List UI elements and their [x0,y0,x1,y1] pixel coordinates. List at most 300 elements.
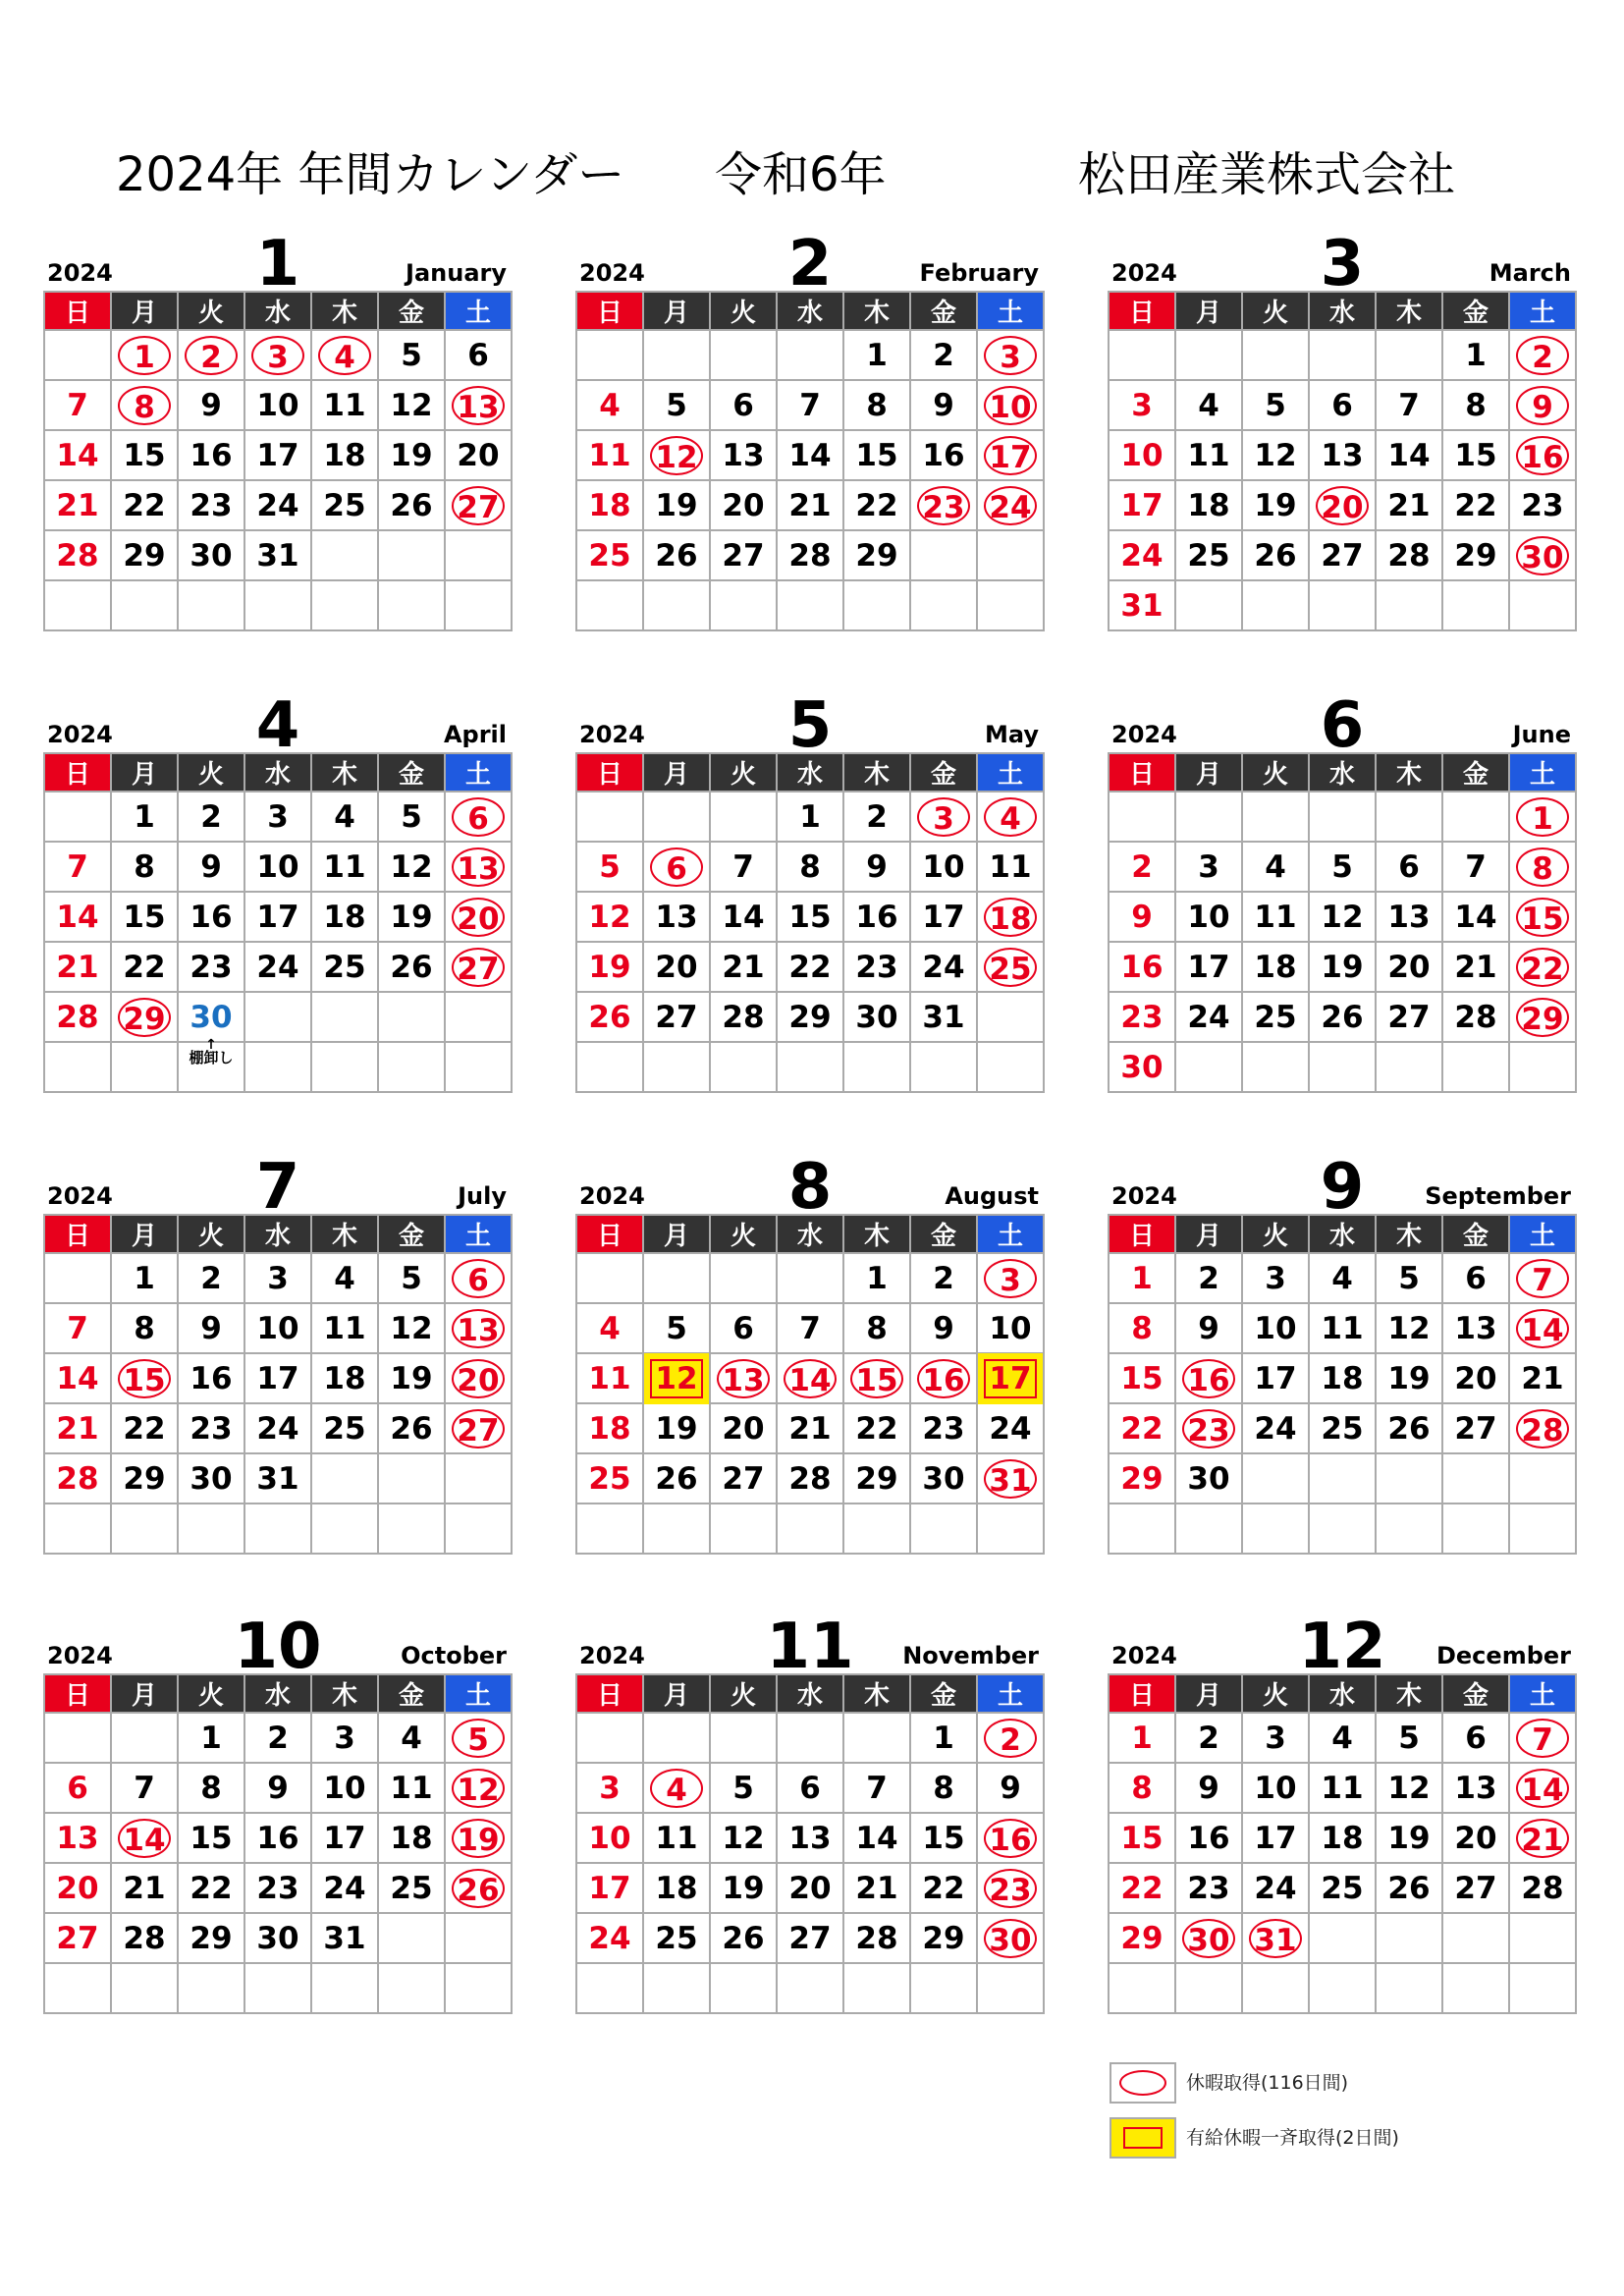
day-cell [843,1253,910,1303]
day-cell [1175,430,1242,480]
day-number: 6 [1465,1260,1487,1296]
month-year: 2024 [1111,1182,1177,1210]
month-5 [575,680,1045,1093]
weekday-header: 火 [178,1215,244,1253]
week-row [44,1453,512,1503]
day-number: 6 [1331,387,1353,423]
month-number: 3 [1320,228,1365,301]
day-cell [777,580,843,630]
day-number: 28 [1516,1409,1569,1449]
day-cell [777,1353,843,1403]
day-cell [111,330,178,380]
day-cell [643,380,710,430]
day-number: 21 [1521,1360,1564,1396]
day-cell [1442,1403,1509,1453]
weekday-header: 水 [1309,1674,1376,1713]
week-row [44,1042,512,1092]
weekday-header: 日 [44,292,111,330]
day-number: 9 [200,387,222,423]
day-number: 2 [984,1719,1037,1758]
day-cell [378,792,445,842]
month-4 [43,680,513,1093]
day-number: 9 [1198,1770,1219,1806]
weekday-header: 水 [1309,1215,1376,1253]
day-number: 12 [390,1310,433,1346]
day-number: 30 [1182,1919,1235,1958]
day-cell [977,380,1044,430]
day-number: 27 [1454,1410,1497,1447]
day-number: 6 [732,1310,754,1346]
day-number: 27 [655,999,698,1035]
day-number: 19 [1387,1360,1431,1396]
day-number: 1 [1131,1720,1153,1756]
weekday-header: 木 [843,292,910,330]
day-cell [977,1403,1044,1453]
day-number: 2 [866,798,888,835]
weekday-header: 水 [777,292,843,330]
month-number: 11 [766,1611,854,1683]
day-cell [710,1403,777,1453]
day-cell [1376,1453,1442,1503]
week-row [576,580,1044,630]
day-number: 24 [984,486,1037,525]
day-number: 1 [799,798,821,835]
day-cell [1242,892,1309,942]
day-cell [244,330,311,380]
day-cell [1309,1713,1376,1763]
week-row [1109,1453,1576,1503]
day-number: 9 [1198,1310,1219,1346]
day-cell [843,892,910,942]
day-number: 14 [56,1360,99,1396]
day-number: 15 [1516,898,1569,937]
day-number: 23 [1182,1409,1235,1449]
weekday-header: 水 [1309,292,1376,330]
day-number: 2 [185,336,238,375]
day-cell [1109,1863,1175,1913]
day-cell [178,1863,244,1913]
day-number: 29 [855,1460,898,1497]
week-row [576,1253,1044,1303]
day-number: 16 [1120,949,1164,985]
day-cell [311,1253,378,1303]
day-cell [1376,1763,1442,1813]
day-cell [378,892,445,942]
day-cell [1442,1303,1509,1353]
day-cell [1309,380,1376,430]
week-row [576,380,1044,430]
day-cell [1309,430,1376,480]
day-cell [1242,1963,1309,2013]
day-cell [378,1713,445,1763]
day-number: 2 [933,337,954,373]
month-header [575,1141,1045,1224]
day-cell [1509,480,1576,530]
day-cell [178,1253,244,1303]
day-cell [643,1303,710,1353]
day-cell [977,1303,1044,1353]
day-cell [643,1253,710,1303]
day-cell [44,1042,111,1092]
weekday-header: 月 [643,1215,710,1253]
day-cell [1376,942,1442,992]
day-cell [1242,1042,1309,1092]
day-number: 14 [855,1820,898,1856]
weekday-header: 土 [1509,753,1576,792]
day-cell [1442,580,1509,630]
day-number: 28 [56,537,99,574]
day-number: 17 [1254,1360,1297,1396]
month-year: 2024 [579,259,645,287]
day-cell [1242,1863,1309,1913]
day-cell [977,1813,1044,1863]
day-number: 28 [1521,1870,1564,1906]
day-number: 27 [1454,1870,1497,1906]
day-cell [311,1863,378,1913]
day-cell [643,842,710,892]
day-number: 25 [323,1410,366,1447]
day-cell [777,530,843,580]
day-cell [244,1963,311,2013]
month-grid [43,291,513,631]
day-number: 5 [666,1310,687,1346]
weekday-header: 金 [378,753,445,792]
month-grid [1108,1214,1577,1555]
day-number: 10 [256,387,299,423]
day-number: 17 [1187,949,1230,985]
day-cell [178,330,244,380]
day-cell [576,430,643,480]
day-cell [576,480,643,530]
month-header [575,680,1045,762]
day-number: 6 [799,1770,821,1806]
day-number: 11 [1321,1310,1364,1346]
weekday-header: 月 [1175,1674,1242,1713]
day-cell [1242,1303,1309,1353]
month-header [1108,218,1577,301]
company-name: 松田産業株式会社 [1078,147,1456,202]
day-number: 1 [118,336,171,375]
day-number: 13 [717,1359,770,1398]
day-number: 1 [134,798,155,835]
day-number: 24 [922,949,965,985]
day-cell [1109,1303,1175,1353]
day-cell [910,892,977,942]
day-number: 7 [1516,1259,1569,1298]
day-cell [111,1303,178,1353]
day-number: 12 [1387,1310,1431,1346]
day-number: 28 [123,1920,166,1956]
day-number: 16 [189,899,233,935]
day-cell [178,792,244,842]
day-number: 29 [118,998,171,1037]
day-number: 21 [722,949,765,985]
day-number: 24 [1254,1870,1297,1906]
day-number: 10 [984,386,1037,425]
day-number: 12 [390,387,433,423]
day-number: 19 [452,1819,505,1858]
day-cell [1175,992,1242,1042]
day-cell [1509,1353,1576,1403]
day-cell [910,330,977,380]
month-number: 12 [1298,1611,1386,1683]
day-cell [445,1763,512,1813]
day-cell [843,1913,910,1963]
week-row [576,530,1044,580]
day-number: 12 [1254,437,1297,473]
day-cell [44,1913,111,1963]
day-cell [576,942,643,992]
day-cell [977,1713,1044,1763]
day-number: 5 [1398,1260,1420,1296]
week-row [1109,1303,1576,1353]
day-cell [1442,1042,1509,1092]
day-number: 23 [1120,999,1164,1035]
day-cell [777,1042,843,1092]
day-number: 21 [56,487,99,523]
day-cell [1376,1353,1442,1403]
day-number: 21 [788,1410,832,1447]
week-row [576,1763,1044,1813]
day-number: 12 [1387,1770,1431,1806]
month-header [1108,680,1577,762]
weekday-header: 日 [576,753,643,792]
day-number: 16 [1187,1820,1230,1856]
day-cell [378,480,445,530]
day-number: 30 ↑ 棚卸し [189,998,232,1037]
day-cell [44,480,111,530]
day-cell [710,842,777,892]
day-cell [1509,1763,1576,1813]
day-number: 6 [452,1259,505,1298]
day-cell [910,992,977,1042]
month-year: 2024 [47,1182,113,1210]
day-cell [1175,842,1242,892]
day-cell [910,580,977,630]
day-number: 17 [984,436,1037,475]
day-cell [44,1303,111,1353]
day-cell [311,430,378,480]
day-cell [1442,1863,1509,1913]
day-number: 19 [655,1410,698,1447]
week-row [576,430,1044,480]
day-cell [1242,330,1309,380]
week-row [1109,842,1576,892]
day-cell [445,1863,512,1913]
day-number: 26 [1387,1410,1431,1447]
day-number: 8 [799,848,821,885]
day-number: 8 [200,1770,222,1806]
month-header [43,1141,513,1224]
day-cell [843,1042,910,1092]
day-cell [378,1763,445,1813]
day-cell [1309,1253,1376,1303]
day-cell [1109,842,1175,892]
day-cell [378,942,445,992]
day-number: 27 [722,537,765,574]
day-note: ↑ 棚卸し [189,1041,233,1066]
day-number: 29 [123,1460,166,1497]
day-number: 9 [933,387,954,423]
week-row [576,1913,1044,1963]
day-cell [244,430,311,480]
weekday-header: 火 [1242,1215,1309,1253]
day-cell [311,1353,378,1403]
day-cell [244,1863,311,1913]
day-cell [1509,1403,1576,1453]
day-cell [1376,992,1442,1042]
week-row [1109,792,1576,842]
day-cell [710,1913,777,1963]
day-cell [44,580,111,630]
month-grid [1108,291,1577,631]
day-cell [1309,892,1376,942]
day-number: 16 [189,1360,233,1396]
day-cell [710,1303,777,1353]
day-cell [44,892,111,942]
day-cell [244,1503,311,1554]
day-cell [576,992,643,1042]
day-number: 17 [256,899,299,935]
day-cell [1309,1453,1376,1503]
day-cell [1509,430,1576,480]
day-number: 9 [267,1770,289,1806]
day-cell [1242,1713,1309,1763]
day-cell [643,1403,710,1453]
day-number: 16 [189,437,233,473]
day-number: 19 [722,1870,765,1906]
day-number: 24 [323,1870,366,1906]
week-row [576,842,1044,892]
weekday-header: 月 [1175,292,1242,330]
day-cell [710,992,777,1042]
day-number: 7 [1465,848,1487,885]
day-number: 3 [267,1260,289,1296]
day-number: 5 [732,1770,754,1806]
day-number: 8 [1131,1770,1153,1806]
day-number: 8 [134,848,155,885]
day-cell [1309,1042,1376,1092]
day-number: 4 [599,1310,621,1346]
day-cell [445,892,512,942]
day-cell [1509,1963,1576,2013]
day-number: 25 [1187,537,1230,574]
week-row [576,942,1044,992]
day-cell [445,1303,512,1353]
day-cell [576,1713,643,1763]
week-row [576,792,1044,842]
day-number: 1 [1131,1260,1153,1296]
day-cell [977,892,1044,942]
day-number: 8 [1131,1310,1153,1346]
week-row [44,942,512,992]
day-number: 30 [189,1460,233,1497]
day-cell [445,1813,512,1863]
day-number: 20 [722,487,765,523]
day-cell [1242,580,1309,630]
day-cell [44,530,111,580]
day-cell [977,1863,1044,1913]
day-cell [244,1713,311,1763]
weekday-header: 月 [1175,753,1242,792]
day-number: 1 [933,1720,954,1756]
day-cell [1442,330,1509,380]
day-cell [44,430,111,480]
day-number: 25 [655,1920,698,1956]
day-number: 20 [1454,1820,1497,1856]
day-cell [1109,1353,1175,1403]
day-cell [643,530,710,580]
weekday-header: 木 [843,1215,910,1253]
day-cell [111,1453,178,1503]
day-cell [111,1353,178,1403]
day-number: 7 [799,387,821,423]
day-cell [576,380,643,430]
month-8 [575,1141,1045,1555]
weekday-header: 月 [111,1215,178,1253]
weekday-header: 金 [910,292,977,330]
day-cell [643,892,710,942]
day-number: 26 [588,999,631,1035]
day-cell [910,1503,977,1554]
day-cell [1509,1913,1576,1963]
day-cell [643,1453,710,1503]
day-number: 2 [267,1720,289,1756]
day-number: 22 [1516,948,1569,987]
weekday-header: 金 [378,292,445,330]
weekday-header: 水 [244,753,311,792]
weekday-header: 火 [710,292,777,330]
weekday-header: 月 [643,292,710,330]
weekday-header: 日 [1109,292,1175,330]
week-row [1109,530,1576,580]
day-cell [977,792,1044,842]
day-number: 26 [390,949,433,985]
day-cell [1109,530,1175,580]
week-row [1109,1042,1576,1092]
day-cell [1376,380,1442,430]
day-number: 28 [855,1920,898,1956]
day-cell [178,530,244,580]
month-name: December [1435,1642,1571,1669]
month-year: 2024 [579,1182,645,1210]
day-cell [777,1763,843,1813]
weekday-header: 月 [111,1674,178,1713]
week-row [576,992,1044,1042]
day-cell [777,1913,843,1963]
day-cell [643,1503,710,1554]
day-cell [1242,1503,1309,1554]
day-cell [643,992,710,1042]
legend-holiday-swatch [1110,2062,1176,2104]
day-number: 15 [123,437,166,473]
week-row [1109,430,1576,480]
day-number: 6 [452,797,505,837]
day-cell [44,380,111,430]
day-cell [1242,380,1309,430]
day-number: 11 [1187,437,1230,473]
day-cell [1109,1503,1175,1554]
weekday-header: 金 [910,1674,977,1713]
day-number: 8 [933,1770,954,1806]
day-cell [1509,842,1576,892]
day-cell [1442,430,1509,480]
day-number: 2 [1198,1260,1219,1296]
legend-holiday [1110,2062,1522,2105]
day-cell [111,430,178,480]
day-cell [710,430,777,480]
day-cell [311,530,378,580]
